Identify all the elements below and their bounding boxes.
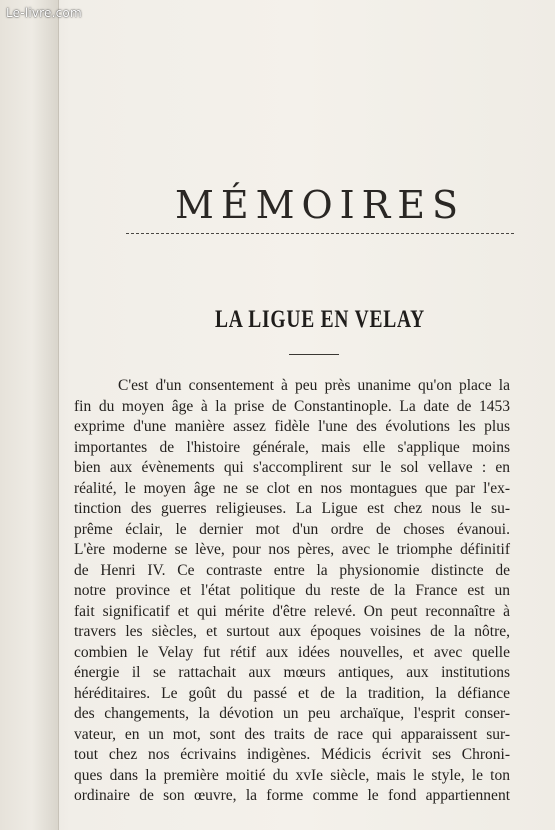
text-line: vateur, en un mot, sont des traits de race qui apparaissent sur- bbox=[74, 725, 510, 743]
text-line: importantes de l'histoire générale, mais elle s'applique moins bbox=[74, 438, 510, 456]
title-divider bbox=[126, 233, 514, 234]
text-line: fait significatif et qui mérite d'être relevé. On peut reconnaître à bbox=[74, 602, 510, 620]
page-title: MÉMOIRES bbox=[174, 183, 466, 227]
text-line: travers les siècles, et surtout aux époques voisines de la nôtre, bbox=[74, 623, 510, 640]
text-line: exprime d'une manière assez fidèle l'une des évolutions les plus bbox=[74, 418, 510, 435]
chapter-heading: LA LIGUE EN VELAY bbox=[215, 306, 425, 333]
text-line: tinction des guerres religieuses. La Ligue est chez nous le su- bbox=[74, 500, 510, 517]
text-line: tout chez nos écrivains indigènes. Médicis écrivit ses Chroni- bbox=[74, 746, 510, 763]
heading-divider bbox=[289, 354, 339, 355]
previous-page-edge bbox=[0, 0, 59, 830]
text-line: de Henri IV. Ce contraste entre la physionomie distincte de bbox=[74, 561, 510, 579]
text-line: L'ère moderne se lève, pour nos pères, avec le triomphe définitif bbox=[74, 541, 510, 558]
text-line: réalité, le moyen âge ne se clot en nos montagues que par l'ex- bbox=[74, 479, 510, 497]
book-page bbox=[74, 0, 555, 830]
text-line: bien aux évènements qui s'accomplirent sur le sol vellave : en bbox=[74, 459, 510, 476]
text-line: combien le Velay fut rétif aux idées nouvelles, et avec quelle bbox=[74, 643, 510, 661]
body-text bbox=[74, 376, 510, 807]
text-line: prême éclair, le dernier mot d'un ordre de choses évanoui. bbox=[74, 520, 510, 538]
text-line: ques dans la première moitié du xvIe siècle, mais le style, le ton bbox=[74, 766, 510, 784]
text-line: ordinaire de son œuvre, la forme comme le fond appartiennent bbox=[74, 787, 510, 804]
text-line: héréditaires. Le goût du passé et de la tradition, la défiance bbox=[74, 684, 510, 702]
text-line: notre province et l'état politique du reste de la France est un bbox=[74, 582, 510, 599]
text-line: des changements, la dévotion un peu archaïque, l'esprit conser- bbox=[74, 705, 510, 722]
text-line: fin du moyen âge à la prise de Constantinople. La date de 1453 bbox=[74, 397, 510, 415]
text-line: C'est d'un consentement à peu près unanime qu'on place la bbox=[118, 377, 510, 394]
watermark-label: Le-livre.com bbox=[6, 6, 82, 20]
text-line: énergie il se rattachait aux mœurs antiques, aux institutions bbox=[74, 664, 510, 681]
